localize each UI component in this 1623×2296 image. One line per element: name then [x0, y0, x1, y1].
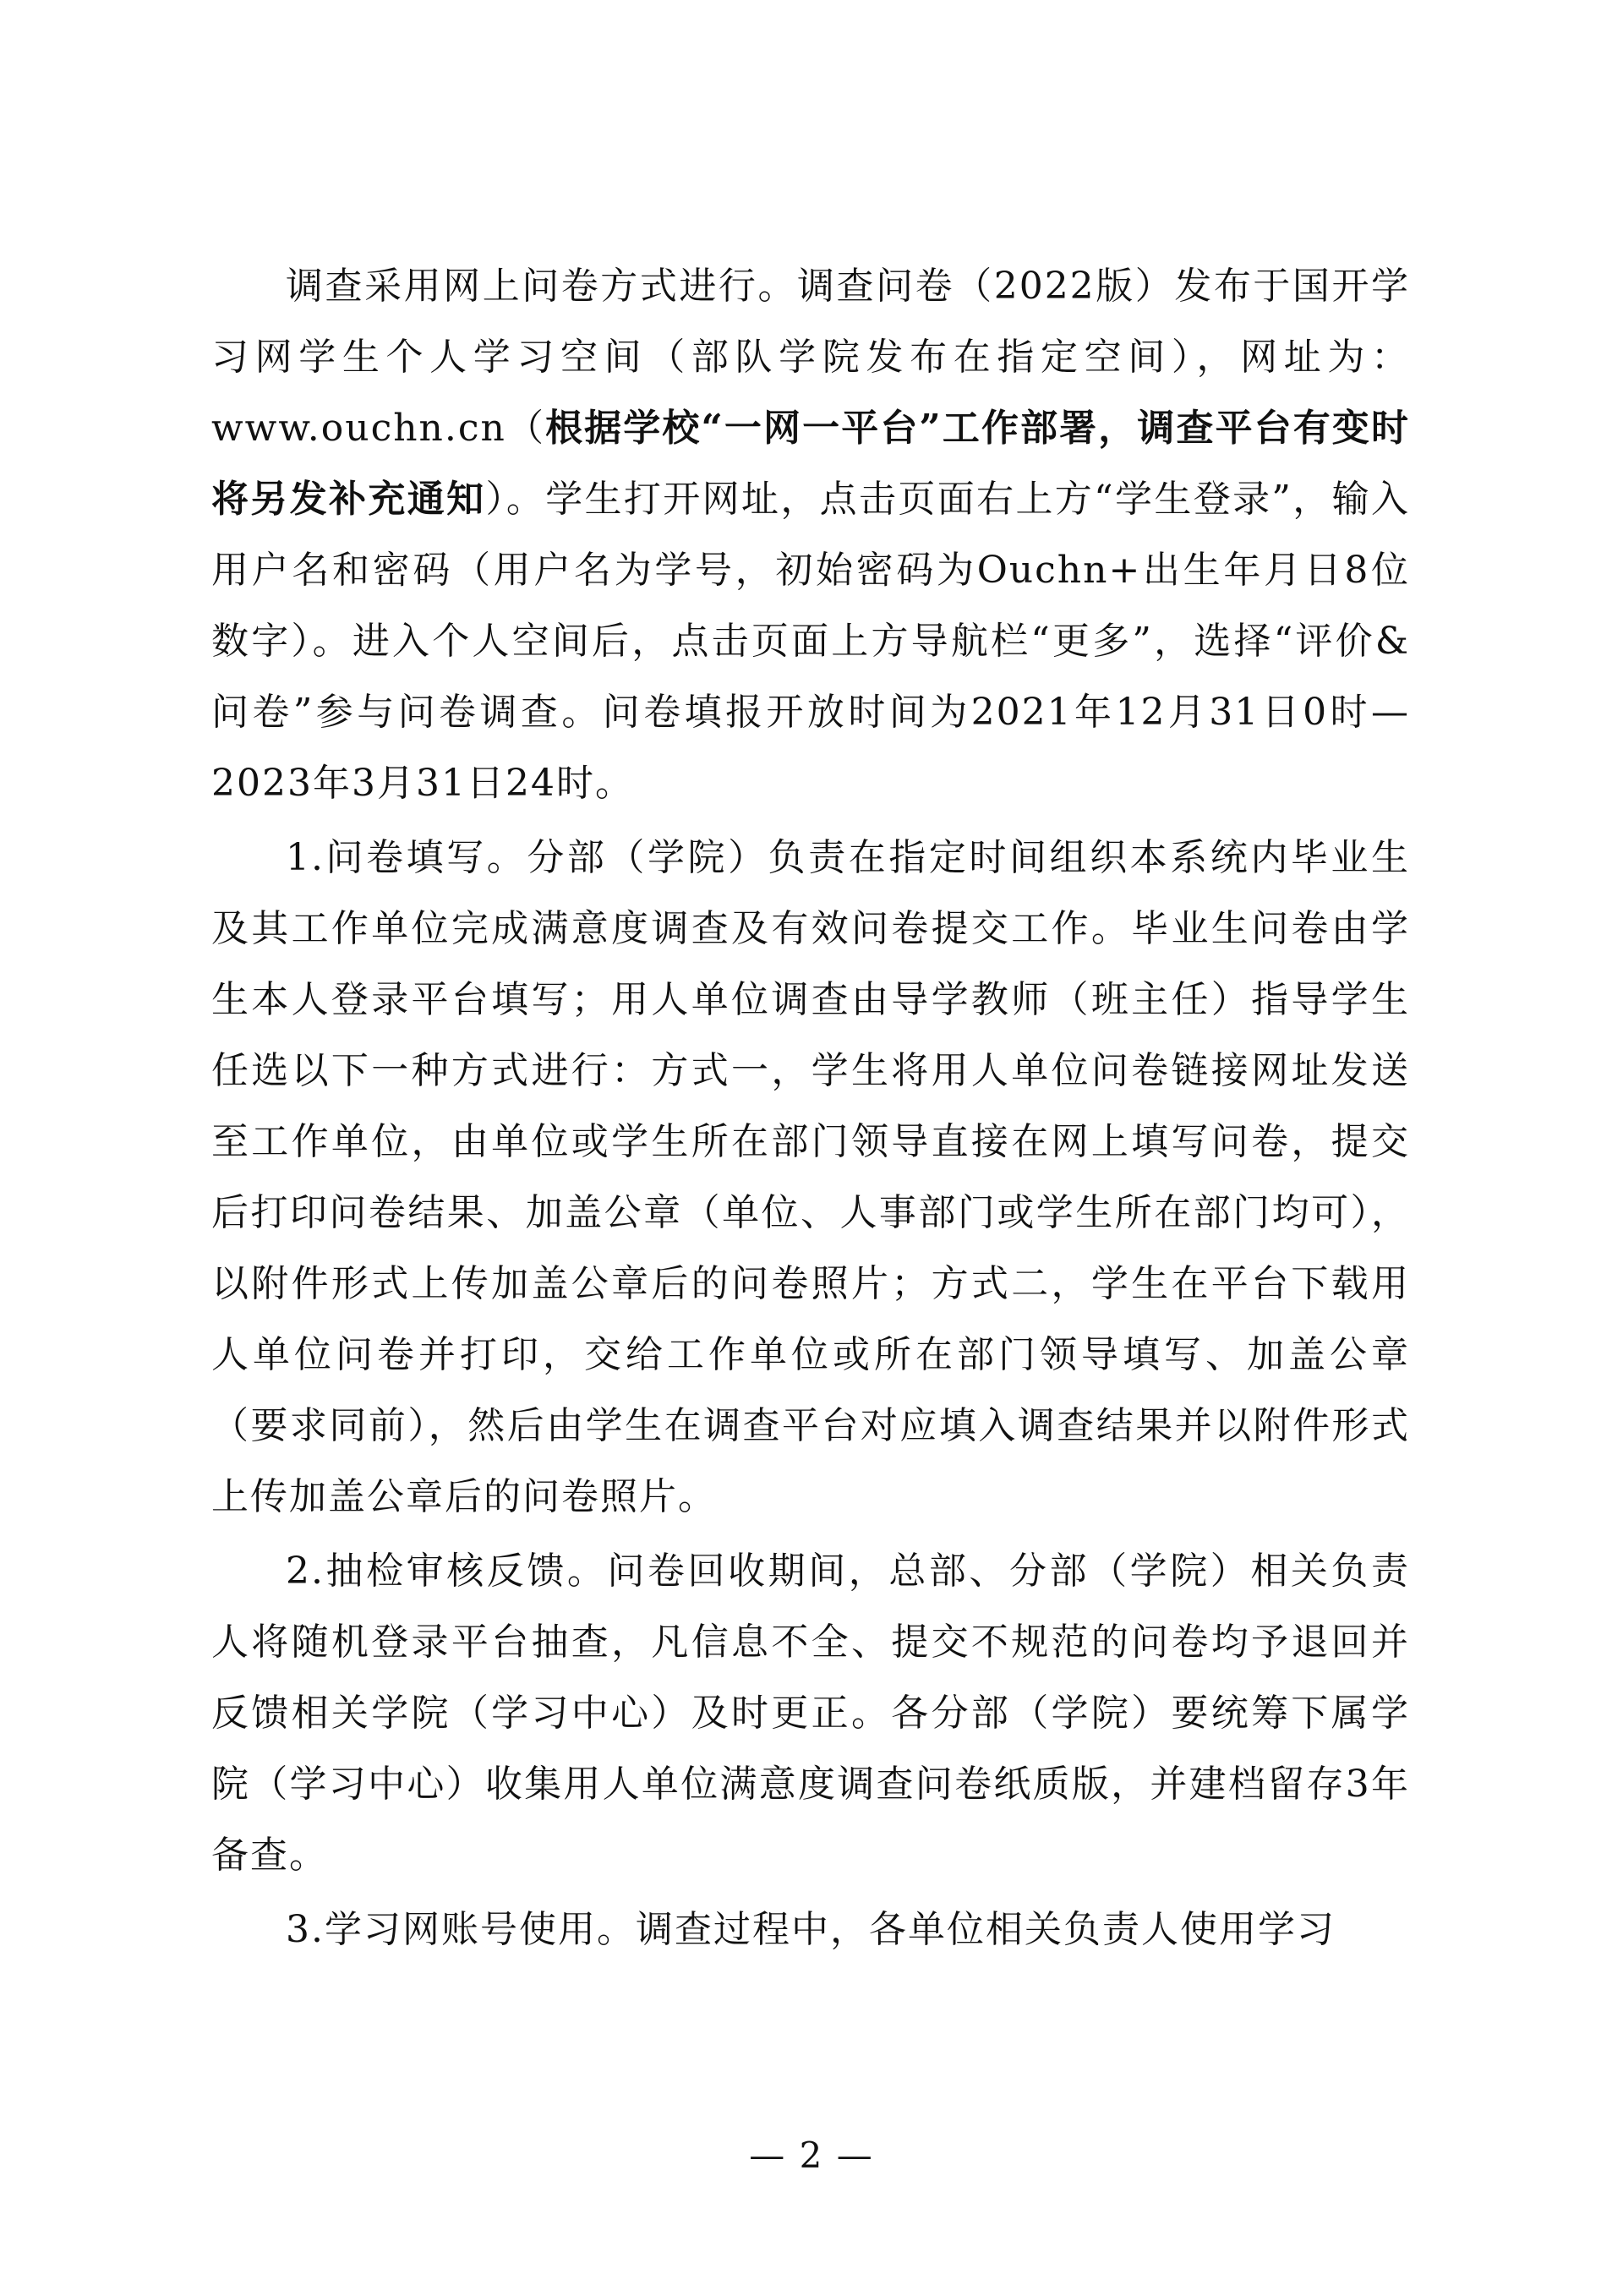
page-number: — 2 — [749, 2135, 874, 2176]
paragraph-account-usage: 3.学习网账号使用。调查过程中，各单位相关负责人使用学习 [286, 1908, 1336, 1951]
paragraph-survey-method [211, 251, 1410, 819]
paragraph-spot-check-feedback: 2.抽检审核反馈。问卷回收期间，总部、分部（学院）相关负责人将随机登录平台抽查，凡信息不全、提交不规范的问卷均予退回并反馈相关学院（学习中心）及时更正。各分部（学院）要统筹下属学院（学习中心）收集用人单位满意度调查问卷纸质版，并建档留存3年备查。 [211, 1550, 1410, 1877]
paragraph-survey-rest: ）。学生打开网址，点击页面右上方“学生登录”，输入用户名和密码（用户名为学号，初始密码为Ouchn+出生年月日8位数字）。进入个人空间后，点击页面上方导航栏“更多”，选择“评价&问卷”参与问卷调查。问卷填报开放时间为2021年12月31日0时—2023年3月31日24时。 [211, 478, 1410, 805]
paragraph-survey-intro: 调查采用网上问卷方式进行。调查问卷（2022版）发布于国开学习网学生个人学习空间（部队学院发布在指定空间），网址为：www.ouchn.cn（ [211, 265, 1410, 450]
paragraph-questionnaire-filling: 1.问卷填写。分部（学院）负责在指定时间组织本系统内毕业生及其工作单位完成满意度调查及有效问卷提交工作。毕业生问卷由学生本人登录平台填写；用人单位调查由导学教师（班主任）指导学生任选以下一种方式进行：方式一，学生将用人单位问卷链接网址发送至工作单位，由单位或学生所在部门领导直接在网上填写问卷，提交后打印问卷结果、加盖公章（单位、人事部门或学生所在部门均可），以附件形式上传加盖公章后的问卷照片；方式二，学生在平台下载用人单位问卷并打印，交给工作单位或所在部门领导填写、加盖公章（要求同前），然后由学生在调查平台对应填入调查结果并以附件形式上传加盖公章后的问卷照片。 [211, 836, 1410, 1518]
paragraph-survey-bold-note: 根据学校“一网一平台”工作部署，调查平台有变时将另发补充通知 [211, 407, 1410, 521]
document-body [211, 251, 1410, 1965]
